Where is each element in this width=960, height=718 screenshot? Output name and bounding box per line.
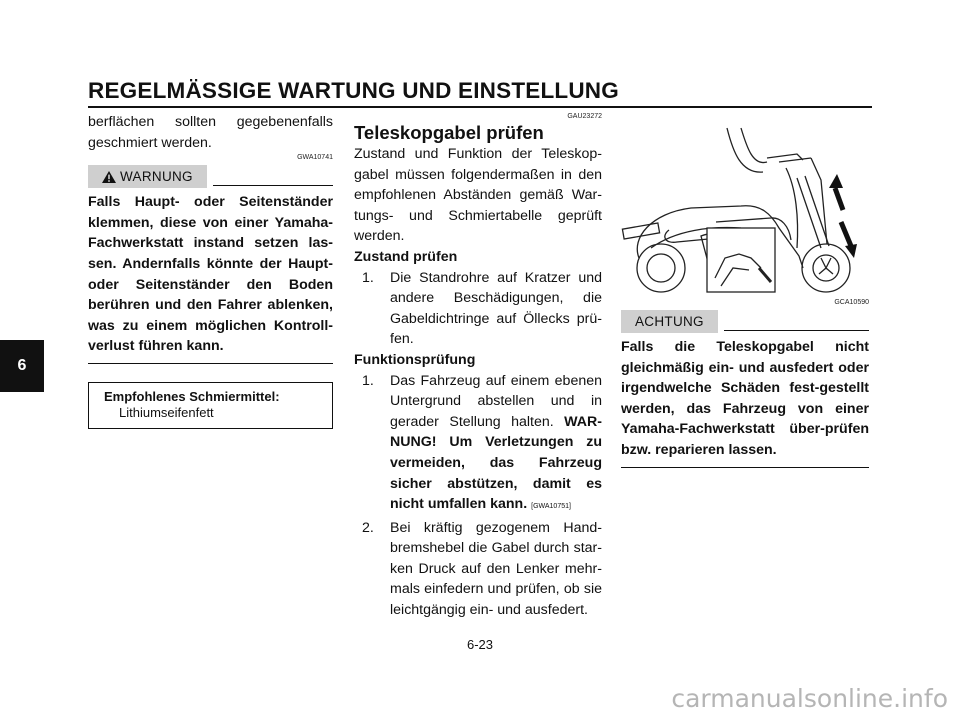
lubricant-value: Lithiumseifenfett — [119, 404, 214, 420]
step-number: 1. — [362, 269, 374, 286]
caution-label: ACHTUNG — [635, 314, 704, 329]
function-step-2 — [354, 518, 602, 621]
condition-step — [354, 268, 602, 350]
column-left — [88, 112, 333, 429]
step-instruction: Das Fahrzeug auf einem ebenen Untergrund abstellen und in gerader Stellung halten. — [390, 372, 602, 430]
chapter-tab: 6 — [0, 340, 44, 392]
page-header-title: REGELMÄSSIGE WARTUNG UND EINSTELLUNG — [88, 78, 872, 108]
intro-text: berflächen sollten gegebenenfalls geschmiert werden. — [88, 114, 333, 151]
step-text: Bei kräftig gezogenem Hand-bremshebel die Gabel durch star-ken Druck auf den Lenker mehr-mals einfedern und prüfen, ob sie leichtgängig ein- und ausfedert. — [390, 519, 602, 619]
caution-rule — [724, 330, 869, 331]
warning-triangle-icon — [102, 171, 116, 183]
warning-rule — [213, 185, 333, 186]
warning-badge — [88, 165, 207, 188]
caution-badge — [621, 310, 718, 333]
caution-text: Falls die Teleskopgabel nicht gleichmäßig ein- und ausfedert oder irgendwelche Schäden fest-gestellt werden, das Fahrzeug von einer Yamaha-Fachwerkstatt über-prüfen bzw. reparieren lassen. — [621, 337, 869, 468]
step-number: 2. — [362, 519, 374, 536]
column-right — [621, 112, 869, 468]
section-code: GAU23272 — [567, 113, 602, 120]
function-heading: Funktionsprüfung — [354, 351, 476, 368]
step-text: Die Standrohre auf Kratzer und andere Beschädigungen, die Gabeldichtringe auf Öllecks prü-fen. — [390, 269, 602, 348]
caution-code: GCA10590 — [834, 299, 869, 306]
condition-heading: Zustand prüfen — [354, 248, 458, 265]
section-intro: Zustand und Funktion der Teleskop-gabel müssen folgendermaßen in den empfohlenen Abständen gemäß War-tungs- und Schmiertabelle geprüft werden. — [354, 146, 602, 245]
step-warning-code: [GWA10751] — [531, 503, 571, 511]
step-text — [390, 371, 602, 518]
scooter-illustration-icon — [621, 118, 869, 298]
function-step-1 — [354, 371, 602, 518]
column-middle — [354, 112, 602, 621]
page-number: 6-23 — [466, 637, 494, 652]
caution-header — [621, 310, 869, 333]
step-number: 1. — [362, 372, 374, 389]
scooter-fork-illustration — [621, 118, 869, 298]
step-warning: WAR-NUNG! Um Verletzungen zu vermeiden, das Fahrzeug sicher abstützen, damit es nicht umfallen kann. — [390, 413, 602, 513]
lubricant-title: Empfohlenes Schmiermittel: — [104, 388, 280, 404]
watermark: carmanualsonline.info — [671, 684, 948, 713]
lubricant-box — [88, 382, 333, 429]
warning-text: Falls Haupt- oder Seitenständer klemmen, diese von einer Yamaha-Fachwerkstatt instand setzen las-sen. Andernfalls könnte der Haupt- oder Seitenständer den Boden berühren und den Fahrer ablenken, was zu einem möglichen Kontroll-verlust führen kann. — [88, 192, 333, 364]
section-title: Teleskopgabel prüfen — [354, 122, 544, 143]
warning-code: GWA10741 — [297, 154, 333, 162]
warning-label: WARNUNG — [120, 169, 193, 185]
warning-header — [88, 165, 333, 188]
